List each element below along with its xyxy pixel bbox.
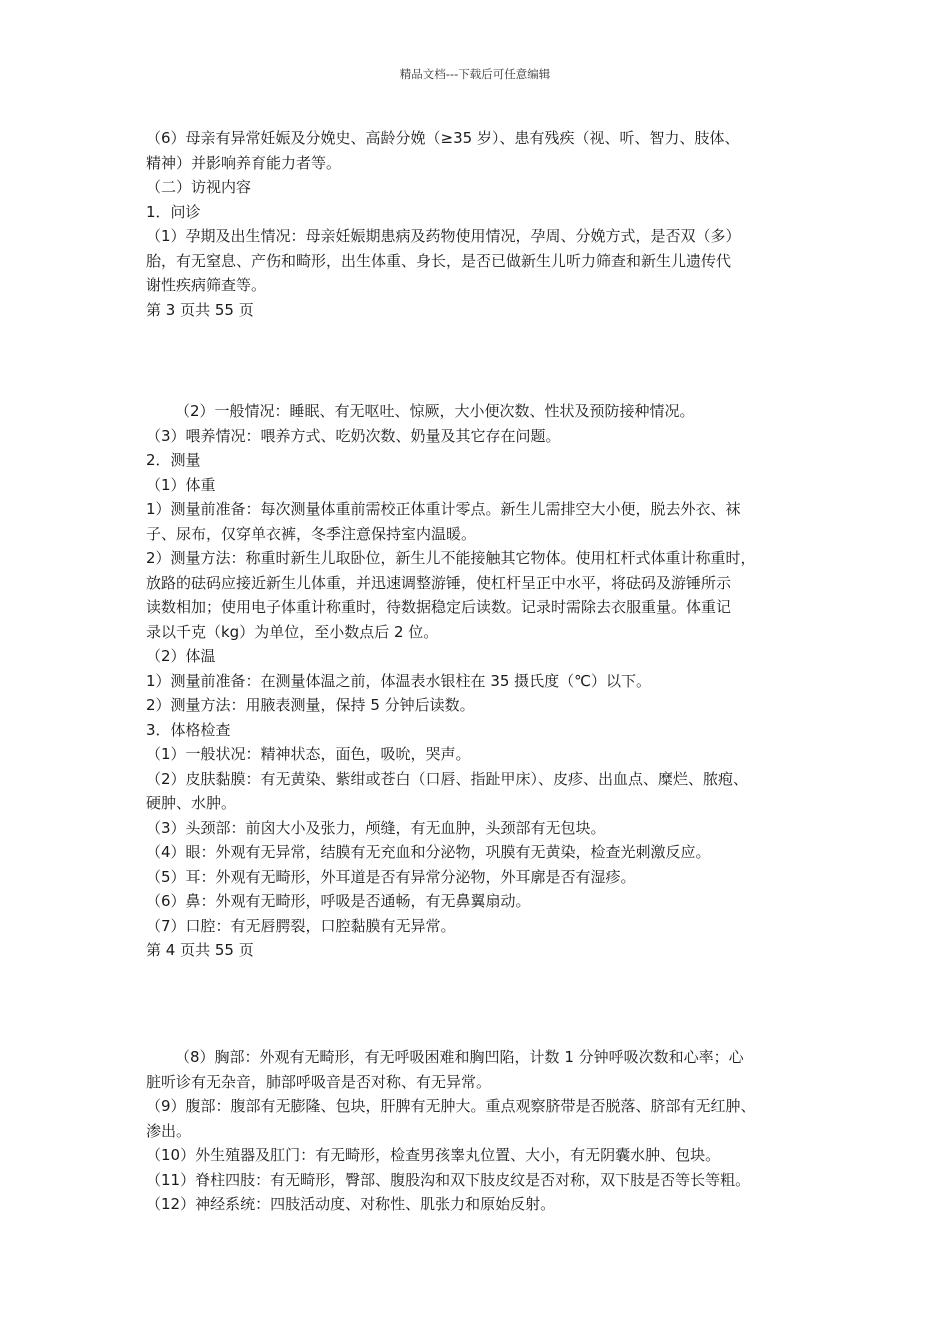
text-line: 录以千克（kg）为单位，至小数点后 2 位。	[146, 622, 439, 641]
text-line: （11）脊柱四肢：有无畸形，臀部、腹股沟和双下肢皮纹是否对称，双下肢是否等长等粗。	[146, 1170, 751, 1189]
text-line: （12）神经系统：四肢活动度、对称性、肌张力和原始反射。	[146, 1195, 556, 1213]
section-heading: 3．体格检查	[146, 720, 231, 739]
text-line: 胎，有无窒息、产伤和畸形，出生体重、身长，是否已做新生儿听力筛查和新生儿遗传代	[146, 251, 732, 270]
text-line: （9）腹部：腹部有无膨隆、包块，肝脾有无肿大。重点观察脐带是否脱落、脐部有无红肿、	[146, 1097, 756, 1115]
text-line: （5）耳：外观有无畸形，外耳道是否有异常分泌物，外耳廓是否有湿疹。	[146, 867, 636, 886]
text-line: 放路的砝码应接近新生儿体重，并迅速调整游锤，使杠杆呈正中水平，将砝码及游锤所示	[146, 573, 732, 592]
section-heading: （2）体温	[146, 647, 216, 665]
page-footer: 第 3 页共 55 页	[146, 300, 254, 319]
text-line: 2）测量方法：用腋表测量，保持 5 分钟后读数。	[146, 696, 475, 714]
text-line: 读数相加；使用电子体重计称重时，待数据稳定后读数。记录时需除去衣服重量。体重记	[146, 598, 732, 616]
text-line: （2）一般情况：睡眠、有无呕吐、惊厥，大小便次数、性状及预防接种情况。	[175, 402, 695, 420]
text-line: （8）胸部：外观有无畸形，有无呼吸困难和胸凹陷，计数 1 分钟呼吸次数和心率；心	[175, 1048, 744, 1066]
text-line: 渗出。	[146, 1121, 192, 1140]
text-line: （6）鼻：外观有无畸形，呼吸是否通畅，有无鼻翼扇动。	[146, 892, 531, 910]
text-line: 脏听诊有无杂音，肺部呼吸音是否对称、有无异常。	[146, 1072, 492, 1091]
text-line: 子、尿布，仅穿单衣裤，冬季注意保持室内温暖。	[146, 524, 477, 543]
text-line: （7）口腔：有无唇腭裂，口腔黏膜有无异常。	[146, 916, 456, 935]
page5-section	[146, 1045, 824, 1217]
text-line: 硬肿、水肿。	[146, 794, 237, 812]
text-line: （1）孕期及出生情况：母亲妊娠期患病及药物使用情况，孕周、分娩方式，是否双（多）	[146, 227, 741, 245]
section-heading: （二）访视内容	[146, 178, 252, 196]
text-line: 1）测量前准备：每次测量体重前需校正体重计零点。新生儿需排空大小便，脱去外衣、袜	[146, 500, 741, 518]
section-heading: （1）体重	[146, 475, 216, 494]
text-line: （6）母亲有异常妊娠及分娩史、高龄分娩（≥35 岁）、患有残疾（视、听、智力、肢体、	[146, 129, 740, 147]
text-line: 谢性疾病筛查等。	[146, 276, 267, 294]
section-heading: 2．测量	[146, 451, 201, 469]
text-line: 精神）并影响养育能力者等。	[146, 153, 342, 172]
text-line: （3）喂养情况：喂养方式、吃奶次数、奶量及其它存在问题。	[146, 426, 561, 445]
section-heading: 1．问诊	[146, 202, 201, 221]
text-line: 1）测量前准备：在测量体温之前，体温表水银柱在 35 摄氏度（℃）以下。	[146, 671, 652, 690]
page-footer: 第 4 页共 55 页	[146, 941, 254, 959]
text-line: （1）一般状况：精神状态，面色，吸吮，哭声。	[146, 745, 471, 763]
text-line: （2）皮肤黏膜：有无黄染、紫绀或苍白（口唇、指趾甲床）、皮疹、出血点、糜烂、脓疱、	[146, 769, 749, 788]
text-line: 2）测量方法：称重时新生儿取卧位，新生儿不能接触其它物体。使用杠杆式体重计称重时，	[146, 549, 756, 567]
text-line: （4）眼：外观有无异常，结膜有无充血和分泌物，巩膜有无黄染，检查光刺激反应。	[146, 843, 711, 861]
text-line: （3）头颈部：前囟大小及张力，颅缝，有无血肿，头颈部有无包块。	[146, 818, 606, 837]
page4-section	[146, 399, 824, 963]
page3-section	[146, 126, 824, 322]
page-header: 精品文档---下载后可任意编辑	[399, 67, 551, 81]
text-line: （10）外生殖器及肛门：有无畸形，检查男孩睾丸位置、大小，有无阴囊水肿、包块。	[146, 1146, 721, 1164]
